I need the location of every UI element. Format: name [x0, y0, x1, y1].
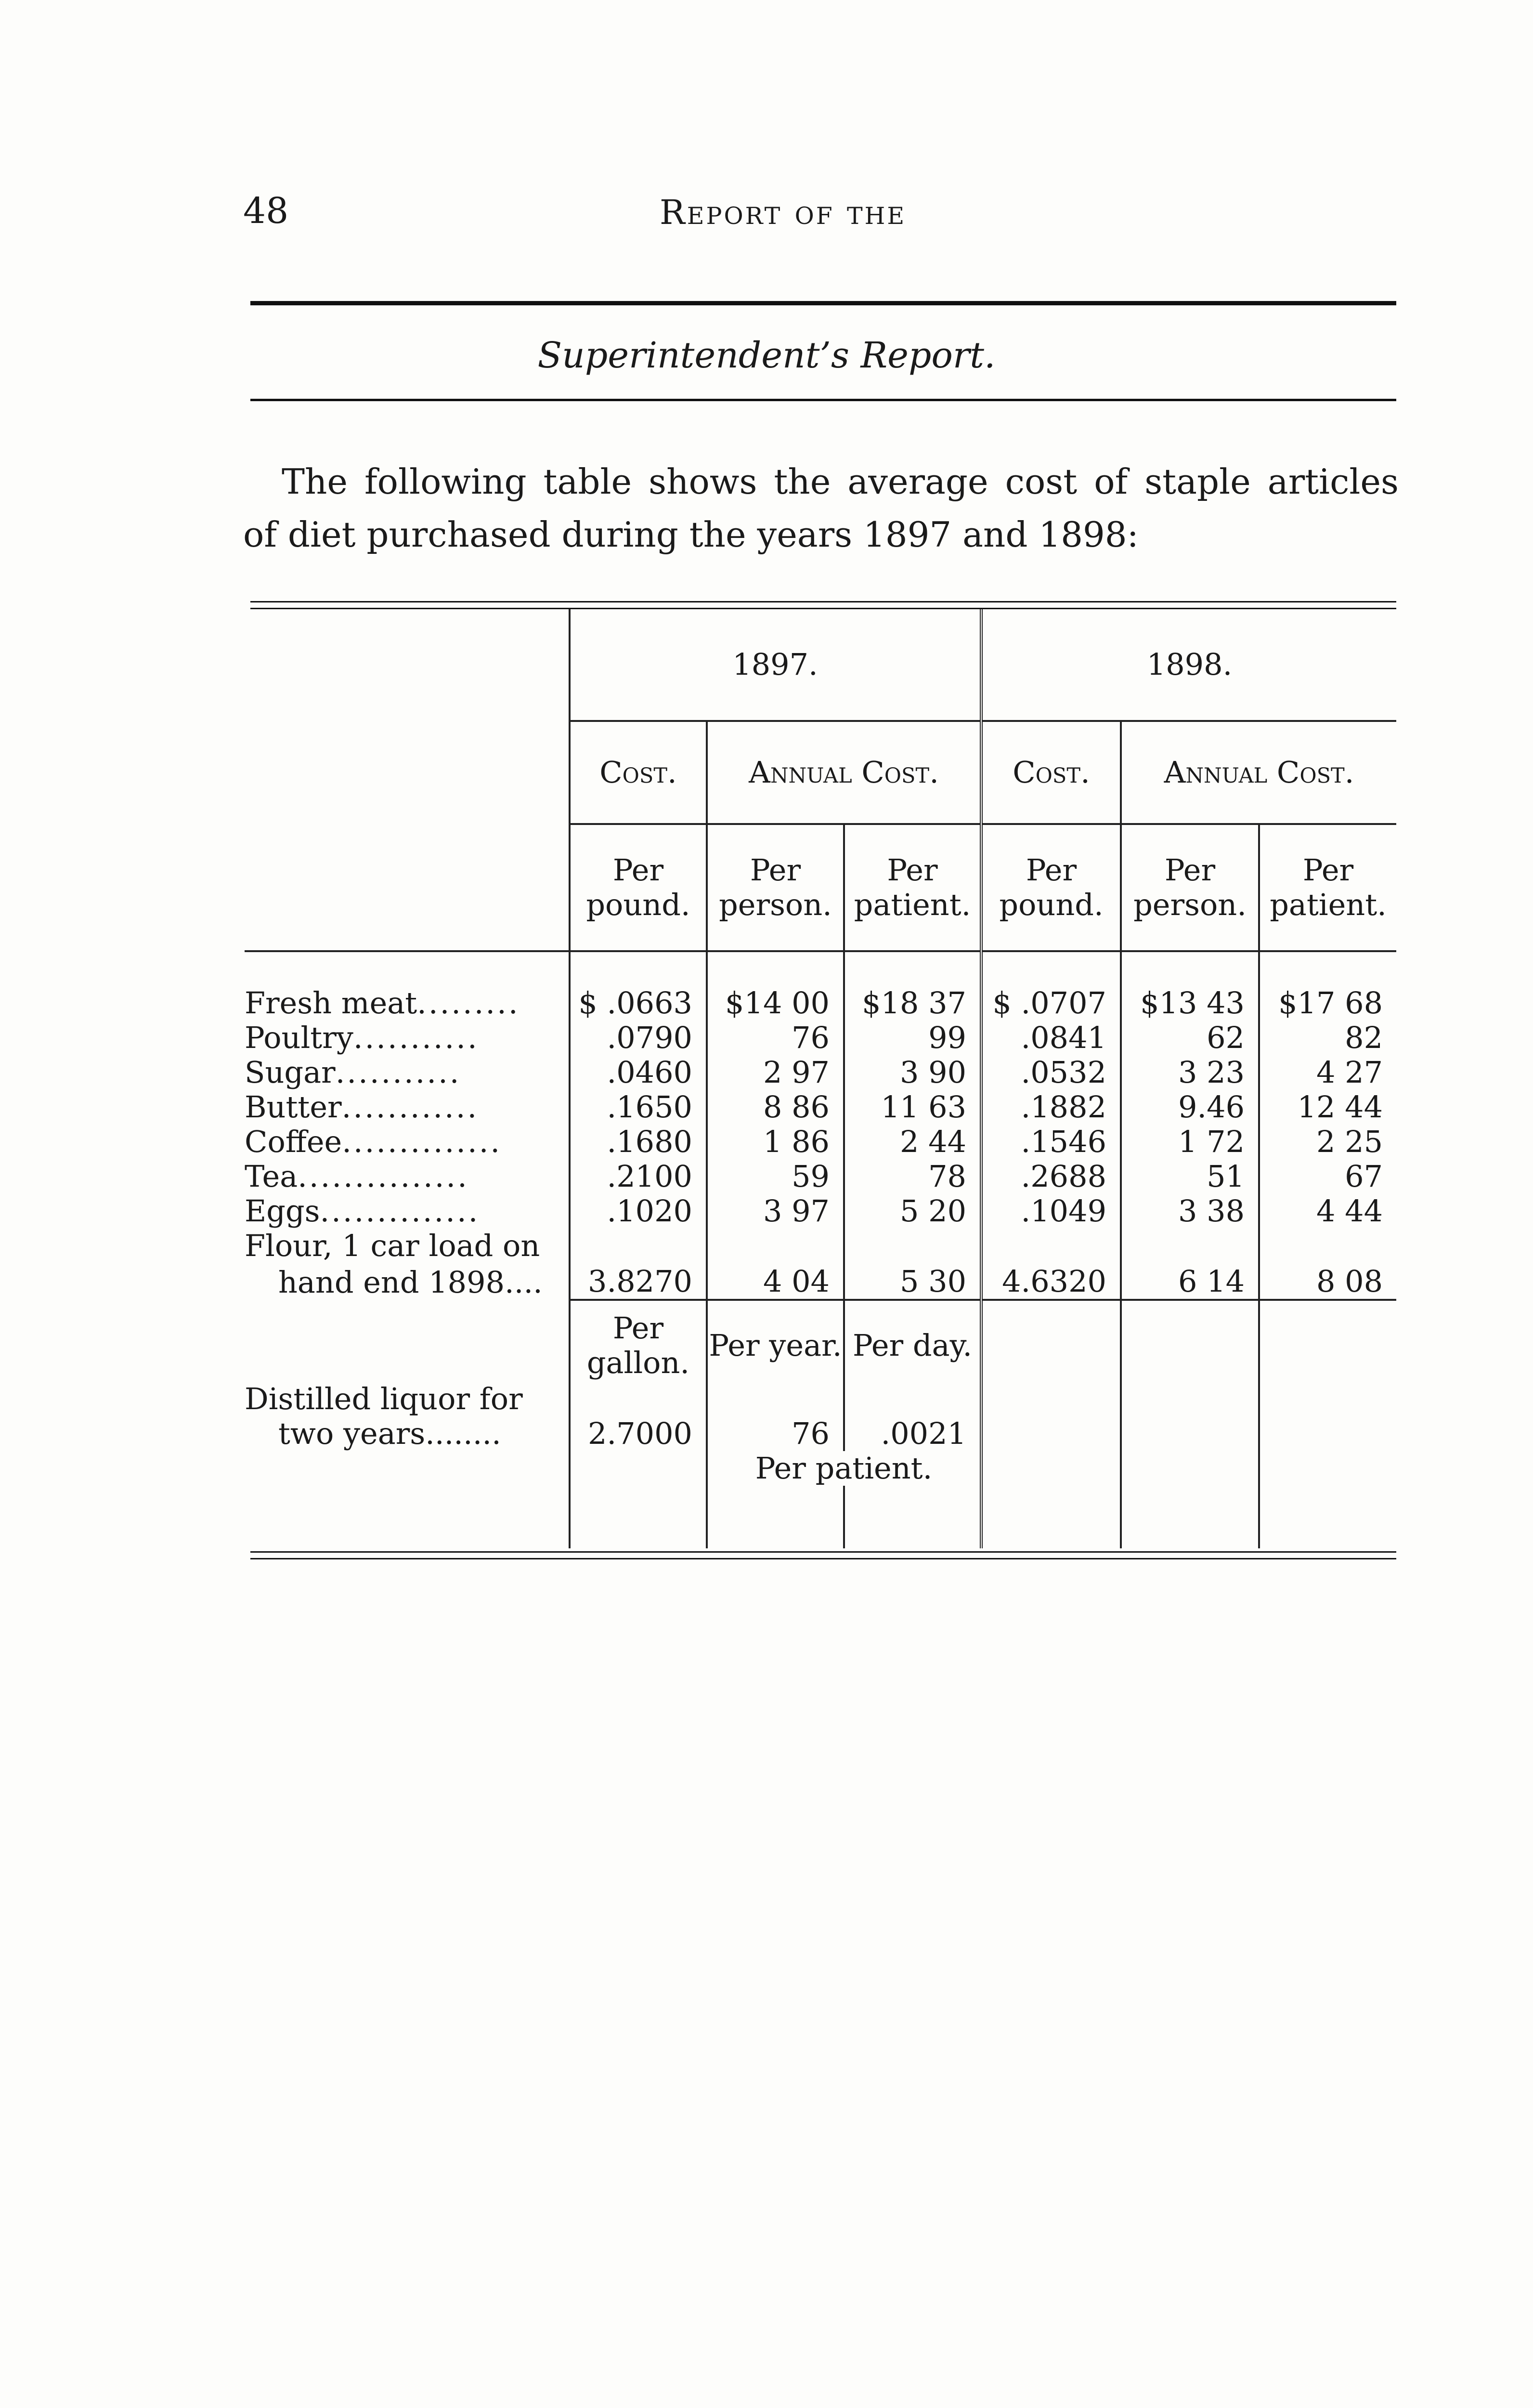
per-pound-header-1897: Per pound. [570, 824, 707, 951]
per-person-1898-cell: 3 38 [1121, 1194, 1259, 1229]
per-patient-1897-cell: $18 37 [844, 986, 981, 1021]
cost-1897-cell: .1680 [570, 1125, 707, 1159]
cost-1897-cell: .2100 [570, 1159, 707, 1194]
annual-cost-header-1898: Annual Cost. [1121, 721, 1396, 824]
row-label [245, 1021, 570, 1055]
per-person-1897-cell: 8 86 [707, 1090, 844, 1125]
liquor-per-day-cell: .0021 [844, 1416, 981, 1451]
row-label [245, 1159, 570, 1194]
section-rule [250, 399, 1396, 401]
per-person-1897-cell: 4 04 [707, 1263, 844, 1300]
per-year-header: Per year. [707, 1309, 844, 1382]
per-person-1898-cell: $13 43 [1121, 986, 1259, 1021]
page-number: 48 [243, 190, 289, 232]
table-row [245, 986, 1396, 1021]
row-label [245, 986, 570, 1021]
table-row [245, 1229, 1396, 1263]
table-row [245, 1194, 1396, 1229]
per-person-1898-cell: 6 14 [1121, 1263, 1259, 1300]
row-label [245, 1055, 570, 1090]
table-top-rule-a [250, 601, 1396, 602]
per-patient-note: Per patient. [707, 1451, 981, 1486]
section-title: Superintendent’s Report. [537, 335, 996, 376]
per-person-1897-cell: 3 97 [707, 1194, 844, 1229]
per-patient-1898-cell: 82 [1259, 1021, 1396, 1055]
per-person-header-1897: Per person. [707, 824, 844, 951]
per-patient-1897-cell: 2 44 [844, 1125, 981, 1159]
cost-1897-cell: 3.8270 [570, 1263, 707, 1300]
row-label: Flour, 1 car load on [245, 1228, 540, 1263]
per-patient-1898-cell: 4 44 [1259, 1194, 1396, 1229]
table-row [245, 1055, 1396, 1090]
row-label-text: Tea [245, 1159, 298, 1194]
table-row [245, 1125, 1396, 1159]
table-row [245, 1159, 1396, 1194]
per-person-1898-cell: 51 [1121, 1159, 1259, 1194]
cost-1898-cell: .2688 [981, 1159, 1121, 1194]
row-label [245, 1125, 570, 1159]
table-row [245, 1263, 1396, 1300]
cost-1898-cell: .0841 [981, 1021, 1121, 1055]
cost-1897-cell: $ .0663 [570, 986, 707, 1021]
cost-1898-cell: $ .0707 [981, 986, 1121, 1021]
intro-line-1: The following table shows the average cost of staple articles [282, 461, 1399, 502]
row-label [245, 1194, 570, 1229]
cost-header-1898: Cost. [981, 721, 1121, 824]
cost-1897-cell: .1020 [570, 1194, 707, 1229]
per-patient-header-1897: Per patient. [844, 824, 981, 951]
cost-1898-cell: 4.6320 [981, 1263, 1121, 1300]
row-label-text: Poultry [245, 1020, 353, 1055]
table-row [245, 1416, 1396, 1451]
per-person-1898-cell: 62 [1121, 1021, 1259, 1055]
per-patient-1898-cell: 4 27 [1259, 1055, 1396, 1090]
table-row [245, 1021, 1396, 1055]
intro-line-2: of diet purchased during the years 1897 and 1898: [243, 514, 1139, 555]
per-patient-1897-cell: 78 [844, 1159, 981, 1194]
annual-cost-header-1897: Annual Cost. [707, 721, 981, 824]
per-patient-1898-cell: 2 25 [1259, 1125, 1396, 1159]
cost-1897-cell: .0460 [570, 1055, 707, 1090]
leader-dots: ............... [298, 1159, 469, 1194]
data-rows [245, 986, 1396, 1229]
row-label: Distilled liquor for [245, 1381, 523, 1416]
per-person-1898-cell: 3 23 [1121, 1055, 1259, 1090]
leader-dots: ........... [335, 1055, 461, 1090]
leader-dots: ......... [417, 985, 520, 1021]
leader-dots: .............. [320, 1193, 480, 1229]
cost-1897-cell: .0790 [570, 1021, 707, 1055]
row-label-text: Eggs [245, 1193, 320, 1229]
year-1898-header: 1898. [981, 609, 1396, 721]
leader-dots: ............ [341, 1089, 479, 1125]
per-patient-1898-cell: 8 08 [1259, 1263, 1396, 1300]
diet-cost-table [245, 609, 1396, 1548]
cost-1897-cell: .1650 [570, 1090, 707, 1125]
per-gallon-header: Per gallon. [570, 1309, 707, 1382]
per-person-1897-cell: 76 [707, 1021, 844, 1055]
per-person-1897-cell: 1 86 [707, 1125, 844, 1159]
leader-dots: .............. [342, 1124, 502, 1159]
table-row [245, 1090, 1396, 1125]
table-row [245, 1382, 1396, 1416]
per-patient-1898-cell: $17 68 [1259, 986, 1396, 1021]
per-person-1897-cell: 59 [707, 1159, 844, 1194]
per-person-1898-cell: 9.46 [1121, 1090, 1259, 1125]
row-label-text: Coffee [245, 1124, 342, 1159]
cost-1898-cell: .0532 [981, 1055, 1121, 1090]
per-patient-1898-cell: 12 44 [1259, 1090, 1396, 1125]
liquor-per-year-cell: 76 [707, 1416, 844, 1451]
row-label: two years........ [278, 1416, 501, 1451]
per-person-1897-cell: $14 00 [707, 986, 844, 1021]
corner-cell [245, 609, 570, 721]
row-label-text: Butter [245, 1089, 342, 1125]
row-label [245, 1090, 570, 1125]
intro-paragraph [243, 455, 1399, 561]
cost-1898-cell: .1049 [981, 1194, 1121, 1229]
per-patient-1897-cell: 5 20 [844, 1194, 981, 1229]
table-bottom-rule-a [250, 1551, 1396, 1553]
unit-header-row [245, 824, 1396, 951]
leader-dots: ........... [353, 1020, 479, 1055]
top-rule [250, 301, 1396, 305]
running-title: Report of the [660, 193, 907, 232]
liquor-cost-cell: 2.7000 [570, 1416, 707, 1451]
row-label: hand end 1898.... [278, 1265, 543, 1300]
group-header-row [245, 721, 1396, 824]
per-patient-1897-cell: 5 30 [844, 1263, 981, 1300]
row-label-text: Fresh meat [245, 985, 417, 1021]
per-person-header-1898: Per person. [1121, 824, 1259, 951]
per-day-header: Per day. [844, 1309, 981, 1382]
per-pound-header-1898: Per pound. [981, 824, 1121, 951]
cost-header-1897: Cost. [570, 721, 707, 824]
row-label-text: Sugar [245, 1055, 336, 1090]
table-bottom-rule-b [250, 1558, 1396, 1559]
per-patient-1897-cell: 3 90 [844, 1055, 981, 1090]
year-header-row [245, 609, 1396, 721]
year-1897-header: 1897. [570, 609, 981, 721]
per-patient-1897-cell: 11 63 [844, 1090, 981, 1125]
cost-1898-cell: .1882 [981, 1090, 1121, 1125]
cost-1898-cell: .1546 [981, 1125, 1121, 1159]
per-patient-header-1898: Per patient. [1259, 824, 1396, 951]
per-person-1898-cell: 1 72 [1121, 1125, 1259, 1159]
per-patient-1898-cell: 67 [1259, 1159, 1396, 1194]
per-person-1897-cell: 2 97 [707, 1055, 844, 1090]
per-patient-1897-cell: 99 [844, 1021, 981, 1055]
liquor-unit-row [245, 1309, 1396, 1382]
